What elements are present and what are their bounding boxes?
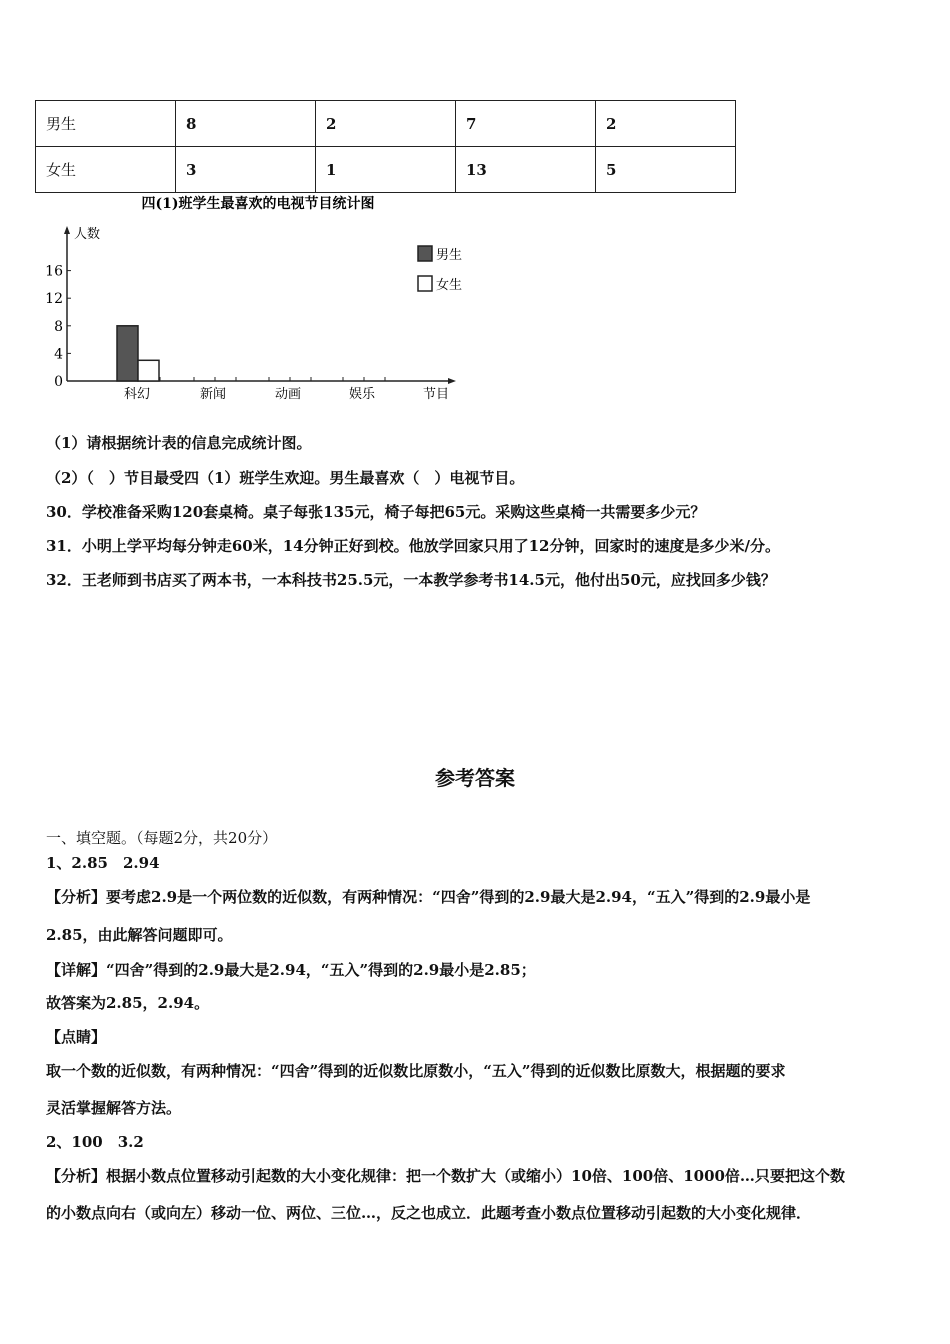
question-line: 32．王老师到书店买了两本书，一本科技书25.5元，一本教学参考书14.5元，他付出50元，应找回多少钱？	[46, 571, 776, 589]
y-axis-arrow	[64, 226, 70, 234]
answer-line: 2.85，由此解答问题即可。	[46, 926, 233, 944]
table-cell: 2	[596, 101, 736, 147]
x-tick-label: 娱乐	[348, 387, 376, 402]
table-cell: 13	[456, 147, 596, 193]
question-line: （2）（ ）节目最受四（1）班学生欢迎。男生最喜欢（ ）电视节目。	[46, 469, 525, 487]
table-cell: 2	[316, 101, 456, 147]
table-cell: 女生	[36, 147, 176, 193]
legend-swatch	[418, 246, 432, 261]
answer-line: 【分析】要考虑2.9是一个两位数的近似数，有两种情况：“四舍”得到的2.9最大是2.94，“五入”得到的2.9最小是	[46, 888, 811, 906]
x-axis-label: 节目	[422, 387, 450, 402]
table-cell: 1	[316, 147, 456, 193]
chart-title: 四(1)班学生最喜欢的电视节目统计图	[141, 196, 375, 212]
table-row	[36, 101, 736, 147]
stats-table	[35, 100, 736, 193]
answer-line: 灵活掌握解答方法。	[46, 1099, 182, 1117]
y-tick-label: 4	[54, 346, 63, 363]
y-axis-label: 人数	[74, 227, 101, 242]
y-tick-label: 8	[54, 318, 63, 335]
legend-swatch	[418, 276, 432, 291]
table-cell: 7	[456, 101, 596, 147]
answer-line: 【分析】根据小数点位置移动引起数的大小变化规律：把一个数扩大（或缩小）10倍、100倍、1000倍…只要把这个数	[46, 1167, 845, 1185]
bar-男生	[117, 326, 138, 381]
answer-line: 【点睛】	[46, 1028, 107, 1046]
table-cell: 男生	[36, 101, 176, 147]
y-tick-label: 0	[54, 374, 63, 390]
table-cell: 3	[176, 147, 316, 193]
answer-line: 2、100 3.2	[46, 1133, 144, 1151]
answers-title: 参考答案	[435, 766, 515, 790]
legend-label: 男生	[436, 248, 463, 263]
x-axis-arrow	[448, 378, 456, 384]
question-line: 30．学校准备采购120套桌椅。桌子每张135元，椅子每把65元。采购这些桌椅一共需要多少元？	[46, 503, 706, 521]
legend-label: 女生	[436, 278, 463, 293]
question-line: 31．小明上学平均每分钟走60米，14分钟正好到校。他放学回家只用了12分钟，回家时的速度是多少米/分。	[46, 537, 780, 555]
question-line: （1）请根据统计表的信息完成统计图。	[46, 434, 312, 452]
y-tick-label: 12	[45, 291, 63, 308]
x-tick-label: 新闻	[199, 387, 227, 402]
answer-line: 一、填空题。（每题2分，共20分）	[46, 829, 278, 847]
answer-line: 1、2.85 2.94	[46, 854, 160, 872]
answer-line: 【详解】“四舍”得到的2.9最大是2.94，“五入”得到的2.9最小是2.85；	[46, 961, 536, 979]
x-tick-label: 科幻	[123, 387, 151, 402]
x-tick-label: 动画	[274, 387, 302, 402]
answer-line: 故答案为2.85，2.94。	[46, 994, 210, 1012]
y-tick-label: 16	[45, 263, 63, 280]
table-cell: 8	[176, 101, 316, 147]
bar-女生	[138, 360, 159, 381]
answer-line: 取一个数的近似数，有两种情况：“四舍”得到的近似数比原数小，“五入”得到的近似数比原数大，根据题的要求	[46, 1062, 786, 1080]
answer-line: 的小数点向右（或向左）移动一位、两位、三位…，反之也成立．此题考查小数点位置移动引起数的大小变化规律．	[46, 1204, 812, 1222]
table-cell: 5	[596, 147, 736, 193]
table-row	[36, 147, 736, 193]
